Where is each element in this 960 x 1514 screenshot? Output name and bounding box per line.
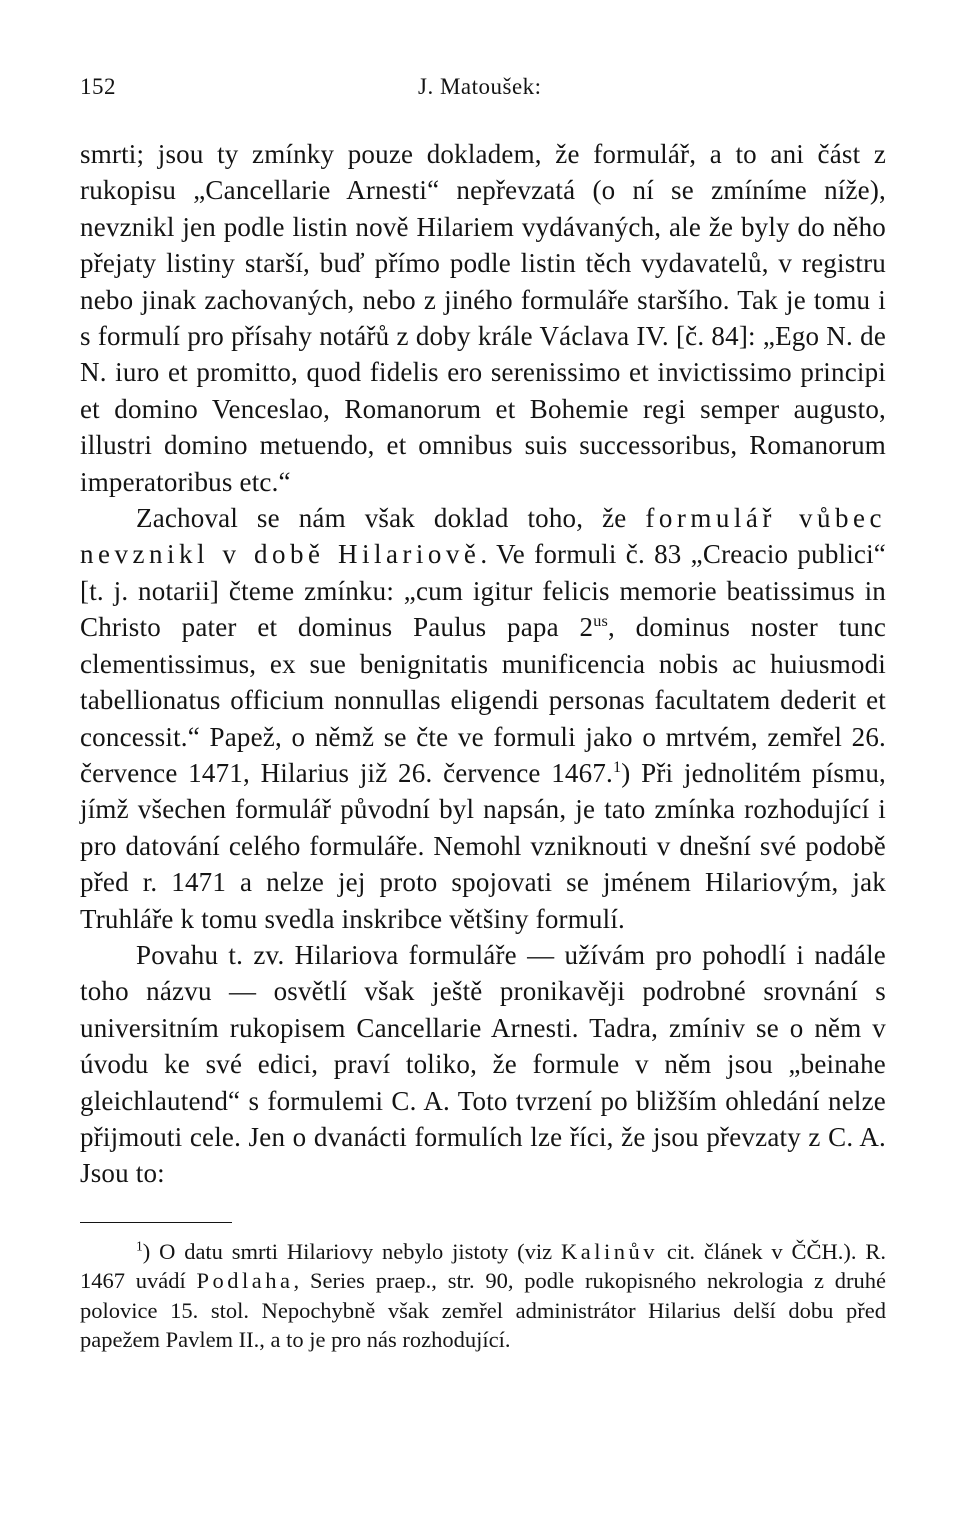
body-text xyxy=(80,136,886,1192)
spaced-emphasis: formulář vůbec nevznikl v době Hilariově xyxy=(80,503,886,570)
paragraph-2-tail: ) Při jednolitém písmu, jímž všechen formulář původní byl napsán, je tato zmínka rozhodující i pro datování celého formuláře. Nemohl vzniknouti v dnešní své podobě před r. 1471 a nelze jej proto spojovati se jménem Hilariovým, jak Truhláře k tomu svedla inskribce většiny formulí. xyxy=(80,757,886,934)
page xyxy=(80,70,886,1355)
paragraph-2 xyxy=(80,500,886,937)
running-head xyxy=(80,70,886,110)
footnotes xyxy=(80,1237,886,1355)
footnote-text-3: , Series praep., str. 90, podle rukopisného nekrologia z druhé polovice 15. stol. Nepochybně však zemřel administrátor Hilarius delší dobu před papežem Pavlem II., a to je pro nás rozhodující. xyxy=(80,1268,886,1353)
footnote-reference[interactable]: 1 xyxy=(612,757,622,776)
footnote-1 xyxy=(80,1237,886,1355)
running-head-author: J. Matoušek: xyxy=(418,74,542,99)
paragraph-1: smrti; jsou ty zmínky pouze dokladem, že formulář, a to ani část z rukopisu „Cancellarie Arnesti“ nepřevzatá (o ní se zmíníme níže), nevznikl jen podle listin nově Hilariem vydávaných, ale že byly do něho přejaty listiny starší, buď přímo podle listin těch vydavatelů, v registru nebo jinak zachovaných, nebo z jiného formuláře staršího. Tak je tomu i s formulí pro přísahy notářů z doby krále Václava IV. [č. 84]: „Ego N. de N. iuro et promitto, quod fidelis ero serenissimo et invictissimo principi et domino Venceslao, Romanorum et Bohemie regi semper augusto, illustri domino metuendo, et omnibus suis successoribus, Romanorum imperatoribus etc.“ xyxy=(80,139,886,497)
footnote-name-kalina: Kalinův xyxy=(561,1238,659,1264)
paragraph-2-lead: Zachoval se nám však doklad toho, že xyxy=(136,503,646,534)
page-number: 152 xyxy=(80,74,116,99)
paragraph-2-mid: . Ve formuli č. 83 „Creacio publici“ [t. j. notarii] čteme zmínku: „cum igitur felicis memorie beatissimus in Christo pater et dominus Paulus papa 2 xyxy=(80,539,886,643)
paragraph-3: Povahu t. zv. Hilariova formuláře — užívám pro pohodlí i nadále toho názvu — osvětlí však ještě pronikavěji podrobné srovnání s universitním rukopisem Cancellarie Arnesti. Tadra, zmíniv se o něm v úvodu ke své edici, praví toliko, že formule v něm jsou „beinahe gleichlautend“ s formulemi C. A. Toto tvrzení po bližším ohledání nelze přijmouti cele. Jen o dvanácti formulích lze říci, že jsou převzaty z C. A. Jsou to: xyxy=(80,939,886,1189)
footnote-text-2: cit. článek v ČČH.). R. 1467 uvádí xyxy=(80,1238,886,1294)
footnote-name-podlaha: Podlaha xyxy=(196,1268,294,1294)
footnote-divider xyxy=(80,1222,232,1223)
superscript-us: us xyxy=(593,612,608,631)
footnote-text-1: ) O datu smrti Hilariovy nebylo jistoty (viz xyxy=(142,1238,562,1264)
paragraph-2-after-sup: , dominus noster tunc clementissimus, ex sue benignitatis munificencia nobis ac huiusmodi tabellionatus officium nonnullas eligendi personas facultatem dederit et concessit.“ Papež, o němž se čte ve formuli jako o mrtvém, zemřel 26. července 1471, Hilarius již 26. července 1467. xyxy=(80,612,887,788)
footnote-marker: 1 xyxy=(136,1238,143,1254)
